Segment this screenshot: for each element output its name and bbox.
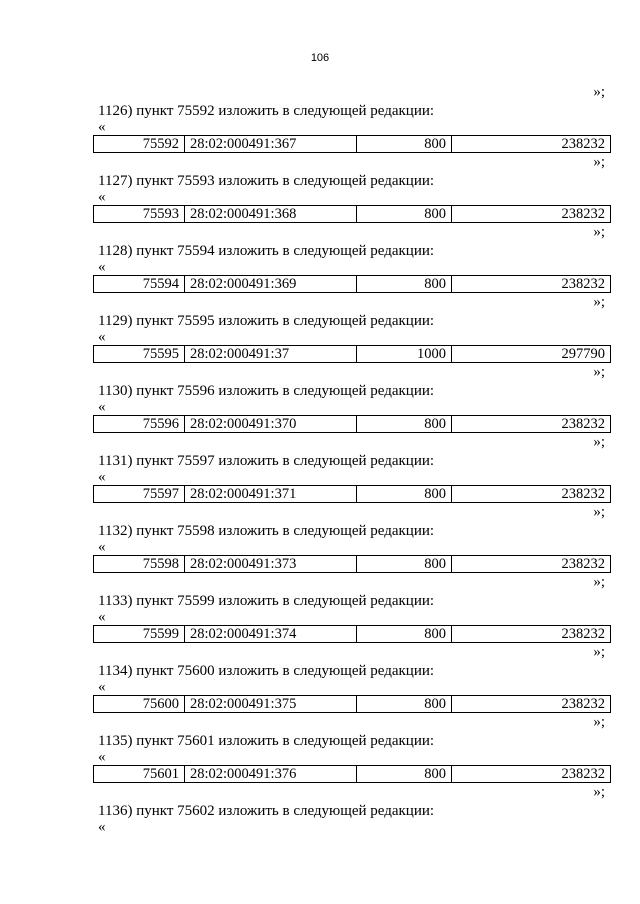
- opening-quote: «: [98, 819, 106, 835]
- opening-quote: «: [98, 399, 106, 415]
- item-number: 75592: [94, 136, 185, 153]
- table-row: [93, 485, 611, 503]
- area-value: 800: [357, 766, 452, 783]
- amendment-block: [93, 713, 611, 783]
- closing-quote: »;: [593, 644, 605, 660]
- item-number: 75601: [94, 766, 185, 783]
- amendment-block: [93, 223, 611, 293]
- cadastral-number: 28:02:000491:373: [185, 556, 357, 573]
- opening-quote: «: [98, 259, 106, 275]
- cadastral-number: 28:02:000491:375: [185, 696, 357, 713]
- item-number: 75594: [94, 276, 185, 293]
- item-number: 75598: [94, 556, 185, 573]
- amendment-block: [93, 433, 611, 503]
- amendment-block: [93, 363, 611, 433]
- area-value: 1000: [357, 346, 452, 363]
- closing-quote: »;: [593, 364, 605, 380]
- cadastral-number: 28:02:000491:369: [185, 276, 357, 293]
- amendment-instruction: 1133) пункт 75599 изложить в следующей редакции:: [98, 593, 435, 609]
- cadastral-number: 28:02:000491:368: [185, 206, 357, 223]
- cadastral-number: 28:02:000491:370: [185, 416, 357, 433]
- cost-value: 238232: [452, 276, 611, 293]
- amendment-block: [93, 643, 611, 713]
- cadastral-number: 28:02:000491:371: [185, 486, 357, 503]
- opening-quote: «: [98, 539, 106, 555]
- item-number: 75599: [94, 626, 185, 643]
- amendment-instruction: 1128) пункт 75594 изложить в следующей редакции:: [98, 243, 435, 259]
- opening-quote: «: [98, 119, 106, 135]
- area-value: 800: [357, 206, 452, 223]
- closing-quote: »;: [593, 294, 605, 310]
- table-row: [93, 555, 611, 573]
- table-row: [93, 625, 611, 643]
- item-number: 75593: [94, 206, 185, 223]
- amendment-instruction: 1136) пункт 75602 изложить в следующей редакции:: [98, 803, 435, 819]
- amendment-block: [93, 153, 611, 223]
- cost-value: 238232: [452, 626, 611, 643]
- table-row: [93, 275, 611, 293]
- closing-quote: »;: [593, 224, 605, 240]
- amendment-instruction: 1127) пункт 75593 изложить в следующей редакции:: [98, 173, 435, 189]
- area-value: 800: [357, 136, 452, 153]
- amendment-block: [93, 83, 611, 153]
- table-row: [93, 135, 611, 153]
- closing-quote: »;: [593, 574, 605, 590]
- cadastral-number: 28:02:000491:367: [185, 136, 357, 153]
- amendment-instruction: 1129) пункт 75595 изложить в следующей редакции:: [98, 313, 435, 329]
- area-value: 800: [357, 276, 452, 293]
- cost-value: 238232: [452, 416, 611, 433]
- cost-value: 238232: [452, 136, 611, 153]
- cost-value: 297790: [452, 346, 611, 363]
- opening-quote: «: [98, 189, 106, 205]
- table-row: [93, 695, 611, 713]
- table-row: [93, 345, 611, 363]
- amendment-instruction: 1130) пункт 75596 изложить в следующей редакции:: [98, 383, 435, 399]
- closing-quote: »;: [593, 154, 605, 170]
- cost-value: 238232: [452, 206, 611, 223]
- cost-value: 238232: [452, 766, 611, 783]
- cost-value: 238232: [452, 696, 611, 713]
- amendment-instruction: 1132) пункт 75598 изложить в следующей редакции:: [98, 523, 435, 539]
- area-value: 800: [357, 486, 452, 503]
- amendment-block: [93, 783, 611, 853]
- closing-quote: »;: [593, 784, 605, 800]
- cost-value: 238232: [452, 556, 611, 573]
- closing-quote: »;: [593, 434, 605, 450]
- cadastral-number: 28:02:000491:37: [185, 346, 357, 363]
- page-number: 106: [310, 52, 330, 64]
- document-body: [93, 83, 611, 853]
- item-number: 75596: [94, 416, 185, 433]
- table-row: [93, 415, 611, 433]
- item-number: 75595: [94, 346, 185, 363]
- table-row: [93, 765, 611, 783]
- closing-quote: »;: [593, 714, 605, 730]
- opening-quote: «: [98, 679, 106, 695]
- area-value: 800: [357, 556, 452, 573]
- area-value: 800: [357, 416, 452, 433]
- table-row: [93, 205, 611, 223]
- cadastral-number: 28:02:000491:374: [185, 626, 357, 643]
- opening-quote: «: [98, 609, 106, 625]
- cost-value: 238232: [452, 486, 611, 503]
- opening-quote: «: [98, 469, 106, 485]
- area-value: 800: [357, 626, 452, 643]
- opening-quote: «: [98, 329, 106, 345]
- area-value: 800: [357, 696, 452, 713]
- closing-quote: »;: [593, 84, 605, 100]
- amendment-instruction: 1131) пункт 75597 изложить в следующей редакции:: [98, 453, 435, 469]
- cadastral-number: 28:02:000491:376: [185, 766, 357, 783]
- amendment-block: [93, 503, 611, 573]
- amendment-instruction: 1135) пункт 75601 изложить в следующей редакции:: [98, 733, 435, 749]
- amendment-instruction: 1134) пункт 75600 изложить в следующей редакции:: [98, 663, 435, 679]
- amendment-block: [93, 573, 611, 643]
- closing-quote: »;: [593, 504, 605, 520]
- amendment-instruction: 1126) пункт 75592 изложить в следующей редакции:: [98, 103, 435, 119]
- opening-quote: «: [98, 749, 106, 765]
- item-number: 75600: [94, 696, 185, 713]
- amendment-block: [93, 293, 611, 363]
- item-number: 75597: [94, 486, 185, 503]
